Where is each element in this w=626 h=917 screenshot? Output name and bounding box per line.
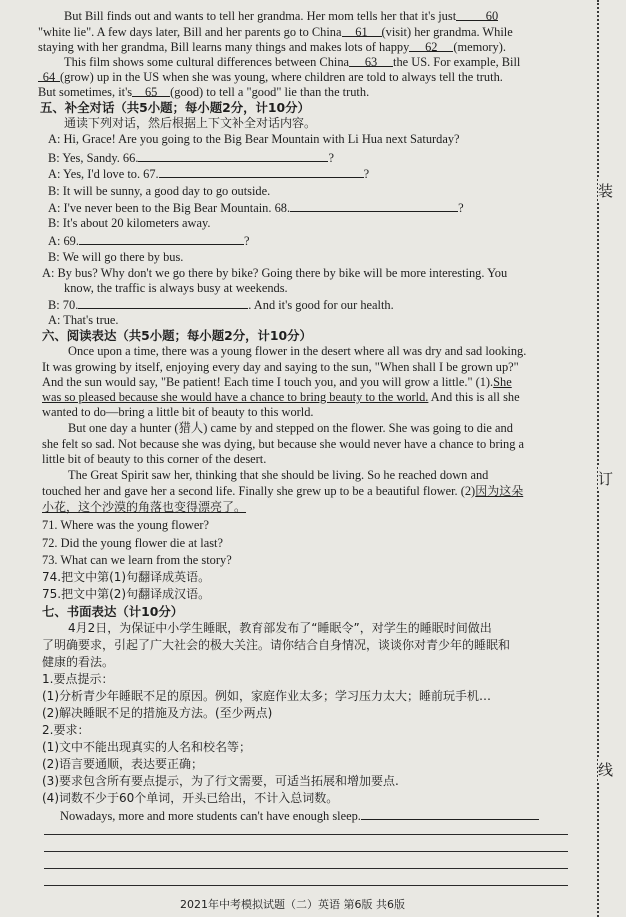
question-75: 75.把文中第(2)句翻译成汉语。 bbox=[42, 587, 211, 601]
story-line: little bit of beauty to this corner of the desert. bbox=[42, 452, 267, 466]
passage-line: 64 (grow) up in the US when she was young, where children are told to always tell the truth. bbox=[38, 70, 503, 85]
underlined-sentence-1: was so pleased because she would have a chance to bring beauty to the world. bbox=[42, 390, 429, 404]
writing-prompt-line: 了明确要求，引起了广大社会的极大关注。请你结合自身情况，谈谈你对青少年的睡眠和 bbox=[42, 638, 511, 652]
binding-char: 线 bbox=[598, 757, 613, 782]
blank-number: 60 bbox=[485, 9, 499, 23]
answer-blank-68[interactable] bbox=[290, 200, 458, 212]
binding-char: 装 bbox=[598, 178, 613, 203]
dialogue-line: B: Yes, Sandy. 66. ? bbox=[48, 151, 334, 165]
dialogue-line: B: We will go there by bus. bbox=[48, 250, 184, 264]
section-six-heading: 六、阅读表达（共5小题；每小题2分，计10分） bbox=[42, 328, 312, 343]
answer-blank-66[interactable] bbox=[138, 150, 328, 162]
writing-prompt-line: (1)文中不能出现真实的人名和校名等； bbox=[42, 740, 251, 754]
dialogue-line: A: I've never been to the Big Bear Mountain. 68. ? bbox=[48, 201, 464, 215]
story-line: The Great Spirit saw her, thinking that she should be living. So he reached down and bbox=[68, 468, 489, 482]
section-five-instruction: 通读下列对话，然后根据上下文补全对话内容。 bbox=[64, 116, 317, 130]
essay-line[interactable] bbox=[361, 808, 539, 820]
dialogue-line: A: 69. ? bbox=[48, 234, 250, 248]
story-line: she felt so sad. Not because she was dying, but because she would never have a chance to bring a bbox=[42, 437, 525, 451]
writing-prompt-line: (3)要求包含所有要点提示，为了行文需要，可适当拓展和增加要点. bbox=[42, 774, 399, 788]
writing-prompt-line: (4)词数不少于60个单词，开头已给出，不计入总词数。 bbox=[42, 791, 339, 805]
dialogue-line: A: Hi, Grace! Are you going to the Big Bear Mountain with Li Hua next Saturday? bbox=[48, 132, 460, 146]
passage-line: This film shows some cultural differences between China 63 the US. For example, Bill bbox=[64, 55, 521, 69]
writing-prompt-line: 2.要求： bbox=[42, 723, 90, 737]
underlined-sentence-2: 因为这朵 bbox=[475, 484, 524, 498]
question-72: 72. Did the young flower die at last? bbox=[42, 536, 223, 550]
writing-prompt-line: (1)分析青少年睡眠不足的原因。例如，家庭作业太多；学习压力太大；睡前玩手机… bbox=[42, 689, 492, 703]
binding-char: 订 bbox=[598, 466, 613, 491]
dialogue-line: A: By bus? Why don't we go there by bike? Going there by bike will be more interesting. You bbox=[42, 266, 508, 280]
dialogue-line: B: 70. . And it's good for our health. bbox=[48, 298, 394, 312]
question-74: 74.把文中第(1)句翻译成英语。 bbox=[42, 570, 211, 584]
story-line: touched her and gave her a second life. Finally she grew up to be a beautiful flower. (2)因为这朵 bbox=[42, 484, 524, 498]
underlined-sentence-2: 小花，这个沙漠的角落也变得漂亮了。 bbox=[42, 500, 247, 514]
writing-prompt-line: 1.要点提示： bbox=[42, 672, 114, 686]
passage-line: But Bill finds out and wants to tell her grandma. Her mom tells her that it's just 60 bbox=[64, 9, 499, 23]
section-seven-heading: 七、书面表达（计10分） bbox=[42, 604, 184, 619]
answer-blank-69[interactable] bbox=[79, 233, 244, 245]
story-line: Once upon a time, there was a young flower in the desert where all was dry and sad looking. bbox=[68, 344, 527, 358]
question-71: 71. Where was the young flower? bbox=[42, 518, 209, 532]
writing-prompt-line: 健康的看法。 bbox=[42, 655, 115, 669]
blank-number: 64 bbox=[42, 70, 56, 84]
essay-line[interactable] bbox=[44, 851, 568, 852]
story-line: But one day a hunter (猎人) came by and stepped on the flower. She was going to die and bbox=[68, 421, 513, 435]
answer-blank-70[interactable] bbox=[78, 297, 248, 309]
writing-prompt-line: (2)语言要通顺，表达要正确； bbox=[42, 757, 203, 771]
dialogue-line: know, the traffic is always busy at weekends. bbox=[64, 281, 288, 295]
essay-line[interactable] bbox=[44, 868, 568, 869]
story-line: And the sun would say, "Be patient! Each time I touch you, and you will grow a little." (1).She bbox=[42, 375, 512, 389]
blank-number: 61 bbox=[355, 25, 368, 39]
passage-line: "white lie". A few days later, Bill and her parents go to China 61 (visit) her grandma. While bbox=[38, 25, 513, 39]
writing-prompt-line: 4月2日，为保证中小学生睡眠，教育部发布了“睡眠令”，对学生的睡眠时间做出 bbox=[68, 621, 492, 635]
writing-prompt-line: (2)解决睡眠不足的措施及方法。(至少两点) bbox=[42, 706, 273, 720]
essay-line[interactable] bbox=[44, 885, 568, 886]
passage-line: staying with her grandma, Bill learns many things and makes lots of happy 62 (memory). bbox=[38, 40, 506, 54]
essay-start: Nowadays, more and more students can't have enough sleep. bbox=[60, 808, 539, 824]
dialogue-line: B: It will be sunny, a good day to go outside. bbox=[48, 184, 271, 198]
blank-number: 65 bbox=[144, 85, 158, 99]
blank-number: 63 bbox=[364, 55, 378, 69]
dialogue-line: B: It's about 20 kilometers away. bbox=[48, 216, 211, 230]
passage-line: But sometimes, it's 65 (good) to tell a "good" lie than the truth. bbox=[38, 85, 370, 99]
section-five-heading: 五、补全对话（共5小题；每小题2分，计10分） bbox=[40, 100, 310, 115]
story-line: wanted to do—bring a little bit of beauty to this world. bbox=[42, 405, 314, 419]
story-line: It was growing by itself, enjoying every day and saying to the sun, "When shall I be grown up?" bbox=[42, 360, 519, 374]
essay-line[interactable] bbox=[44, 834, 568, 835]
question-73: 73. What can we learn from the story? bbox=[42, 553, 232, 567]
story-line: was so pleased because she would have a chance to bring beauty to the world. And this is all she bbox=[42, 390, 520, 404]
page-footer: 2021年中考模拟试题（二）英语 第6版 共6版 bbox=[180, 898, 405, 911]
answer-blank-67[interactable] bbox=[159, 166, 364, 178]
underlined-sentence-1: She bbox=[493, 375, 512, 389]
dialogue-line: A: Yes, I'd love to. 67. ? bbox=[48, 167, 370, 181]
dialogue-line: A: That's true. bbox=[48, 313, 119, 327]
blank-number: 62 bbox=[425, 40, 438, 54]
